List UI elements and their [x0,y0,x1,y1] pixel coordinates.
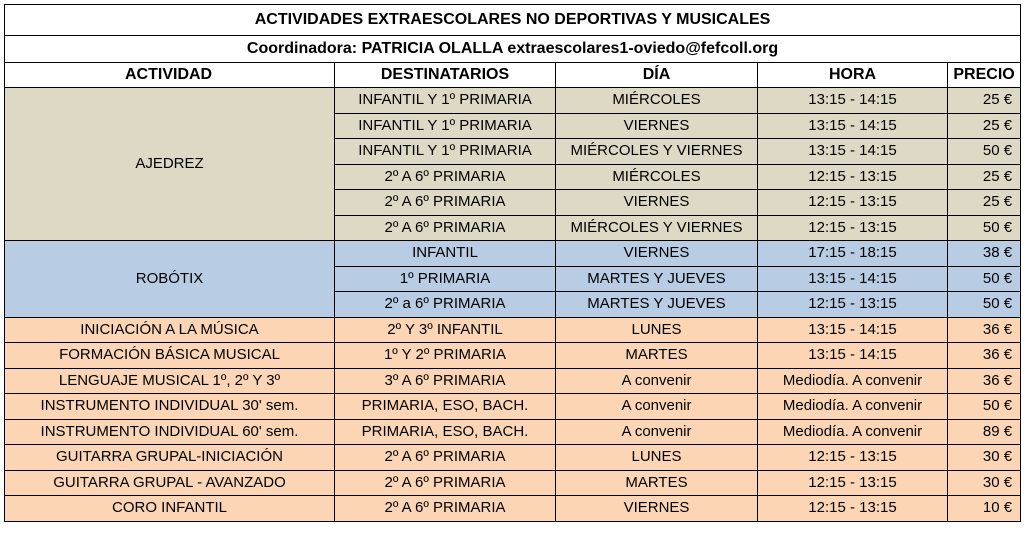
destinatarios-cell: INFANTIL Y 1º PRIMARIA [335,88,556,114]
activity-cell: GUITARRA GRUPAL - AVANZADO [5,470,335,496]
precio-cell: 50 € [948,266,1021,292]
precio-cell: 25 € [948,113,1021,139]
destinatarios-cell: 2º A 6º PRIMARIA [335,164,556,190]
destinatarios-cell: INFANTIL Y 1º PRIMARIA [335,113,556,139]
dia-cell: LUNES [556,445,758,471]
destinatarios-cell: 2º A 6º PRIMARIA [335,445,556,471]
precio-cell: 25 € [948,190,1021,216]
header-hora: HORA [758,63,948,88]
destinatarios-cell: 2º a 6º PRIMARIA [335,292,556,318]
hora-cell: 13:15 - 14:15 [758,317,948,343]
destinatarios-cell: 2º A 6º PRIMARIA [335,190,556,216]
table-row [5,343,1021,369]
activity-cell: INICIACIÓN A LA MÚSICA [5,317,335,343]
hora-cell: 12:15 - 13:15 [758,164,948,190]
dia-cell: A convenir [556,368,758,394]
activities-table [4,4,1021,522]
activity-cell: LENGUAJE MUSICAL 1º, 2º Y 3º [5,368,335,394]
hora-cell: 12:15 - 13:15 [758,496,948,522]
hora-cell: 12:15 - 13:15 [758,445,948,471]
hora-cell: Mediodía. A convenir [758,394,948,420]
dia-cell: A convenir [556,419,758,445]
hora-cell: 13:15 - 14:15 [758,343,948,369]
dia-cell: MIÉRCOLES Y VIERNES [556,215,758,241]
activity-cell: FORMACIÓN BÁSICA MUSICAL [5,343,335,369]
dia-cell: MIÉRCOLES Y VIERNES [556,139,758,165]
hora-cell: 17:15 - 18:15 [758,241,948,267]
precio-cell: 25 € [948,164,1021,190]
precio-cell: 50 € [948,139,1021,165]
hora-cell: 13:15 - 14:15 [758,139,948,165]
table-row [5,445,1021,471]
activity-cell: INSTRUMENTO INDIVIDUAL 60' sem. [5,419,335,445]
destinatarios-cell: 2º A 6º PRIMARIA [335,496,556,522]
precio-cell: 36 € [948,317,1021,343]
table-row [5,496,1021,522]
hora-cell: 12:15 - 13:15 [758,215,948,241]
dia-cell: VIERNES [556,241,758,267]
hora-cell: 13:15 - 14:15 [758,266,948,292]
hora-cell: 12:15 - 13:15 [758,292,948,318]
hora-cell: Mediodía. A convenir [758,419,948,445]
header-actividad: ACTIVIDAD [5,63,335,88]
table-row [5,470,1021,496]
header-precio: PRECIO [948,63,1021,88]
table-row [5,241,1021,267]
activity-cell: INSTRUMENTO INDIVIDUAL 30' sem. [5,394,335,420]
destinatarios-cell: 2º A 6º PRIMARIA [335,470,556,496]
dia-cell: MIÉRCOLES [556,164,758,190]
dia-cell: LUNES [556,317,758,343]
hora-cell: 13:15 - 14:15 [758,88,948,114]
hora-cell: 12:15 - 13:15 [758,470,948,496]
precio-cell: 50 € [948,292,1021,318]
coordinator-row [5,36,1021,63]
destinatarios-cell: 2º Y 3º INFANTIL [335,317,556,343]
dia-cell: MIÉRCOLES [556,88,758,114]
destinatarios-cell: INFANTIL [335,241,556,267]
destinatarios-cell: INFANTIL Y 1º PRIMARIA [335,139,556,165]
coordinator-info: Coordinadora: PATRICIA OLALLA extraescolares1-oviedo@fefcoll.org [5,36,1021,63]
precio-cell: 25 € [948,88,1021,114]
precio-cell: 38 € [948,241,1021,267]
header-dia: DÍA [556,63,758,88]
header-row [5,63,1021,88]
precio-cell: 50 € [948,394,1021,420]
activity-cell: GUITARRA GRUPAL-INICIACIÓN [5,445,335,471]
table-row [5,419,1021,445]
dia-cell: VIERNES [556,190,758,216]
destinatarios-cell: 1º PRIMARIA [335,266,556,292]
destinatarios-cell: 3º A 6º PRIMARIA [335,368,556,394]
precio-cell: 89 € [948,419,1021,445]
precio-cell: 36 € [948,368,1021,394]
activity-cell: ROBÓTIX [5,241,335,318]
precio-cell: 36 € [948,343,1021,369]
precio-cell: 30 € [948,445,1021,471]
destinatarios-cell: 1º Y 2º PRIMARIA [335,343,556,369]
activities-sheet [4,4,1020,522]
destinatarios-cell: 2º A 6º PRIMARIA [335,215,556,241]
dia-cell: A convenir [556,394,758,420]
activity-cell: CORO INFANTIL [5,496,335,522]
table-row [5,317,1021,343]
dia-cell: VIERNES [556,496,758,522]
dia-cell: VIERNES [556,113,758,139]
destinatarios-cell: PRIMARIA, ESO, BACH. [335,394,556,420]
hora-cell: 13:15 - 14:15 [758,113,948,139]
table-row [5,88,1021,114]
precio-cell: 30 € [948,470,1021,496]
dia-cell: MARTES Y JUEVES [556,266,758,292]
destinatarios-cell: PRIMARIA, ESO, BACH. [335,419,556,445]
header-destinatarios: DESTINATARIOS [335,63,556,88]
dia-cell: MARTES Y JUEVES [556,292,758,318]
activity-cell: AJEDREZ [5,88,335,241]
precio-cell: 10 € [948,496,1021,522]
dia-cell: MARTES [556,470,758,496]
dia-cell: MARTES [556,343,758,369]
table-row [5,368,1021,394]
sheet-title: ACTIVIDADES EXTRAESCOLARES NO DEPORTIVAS Y MUSICALES [5,5,1021,36]
precio-cell: 50 € [948,215,1021,241]
title-row [5,5,1021,36]
hora-cell: 12:15 - 13:15 [758,190,948,216]
table-row [5,394,1021,420]
hora-cell: Mediodía. A convenir [758,368,948,394]
